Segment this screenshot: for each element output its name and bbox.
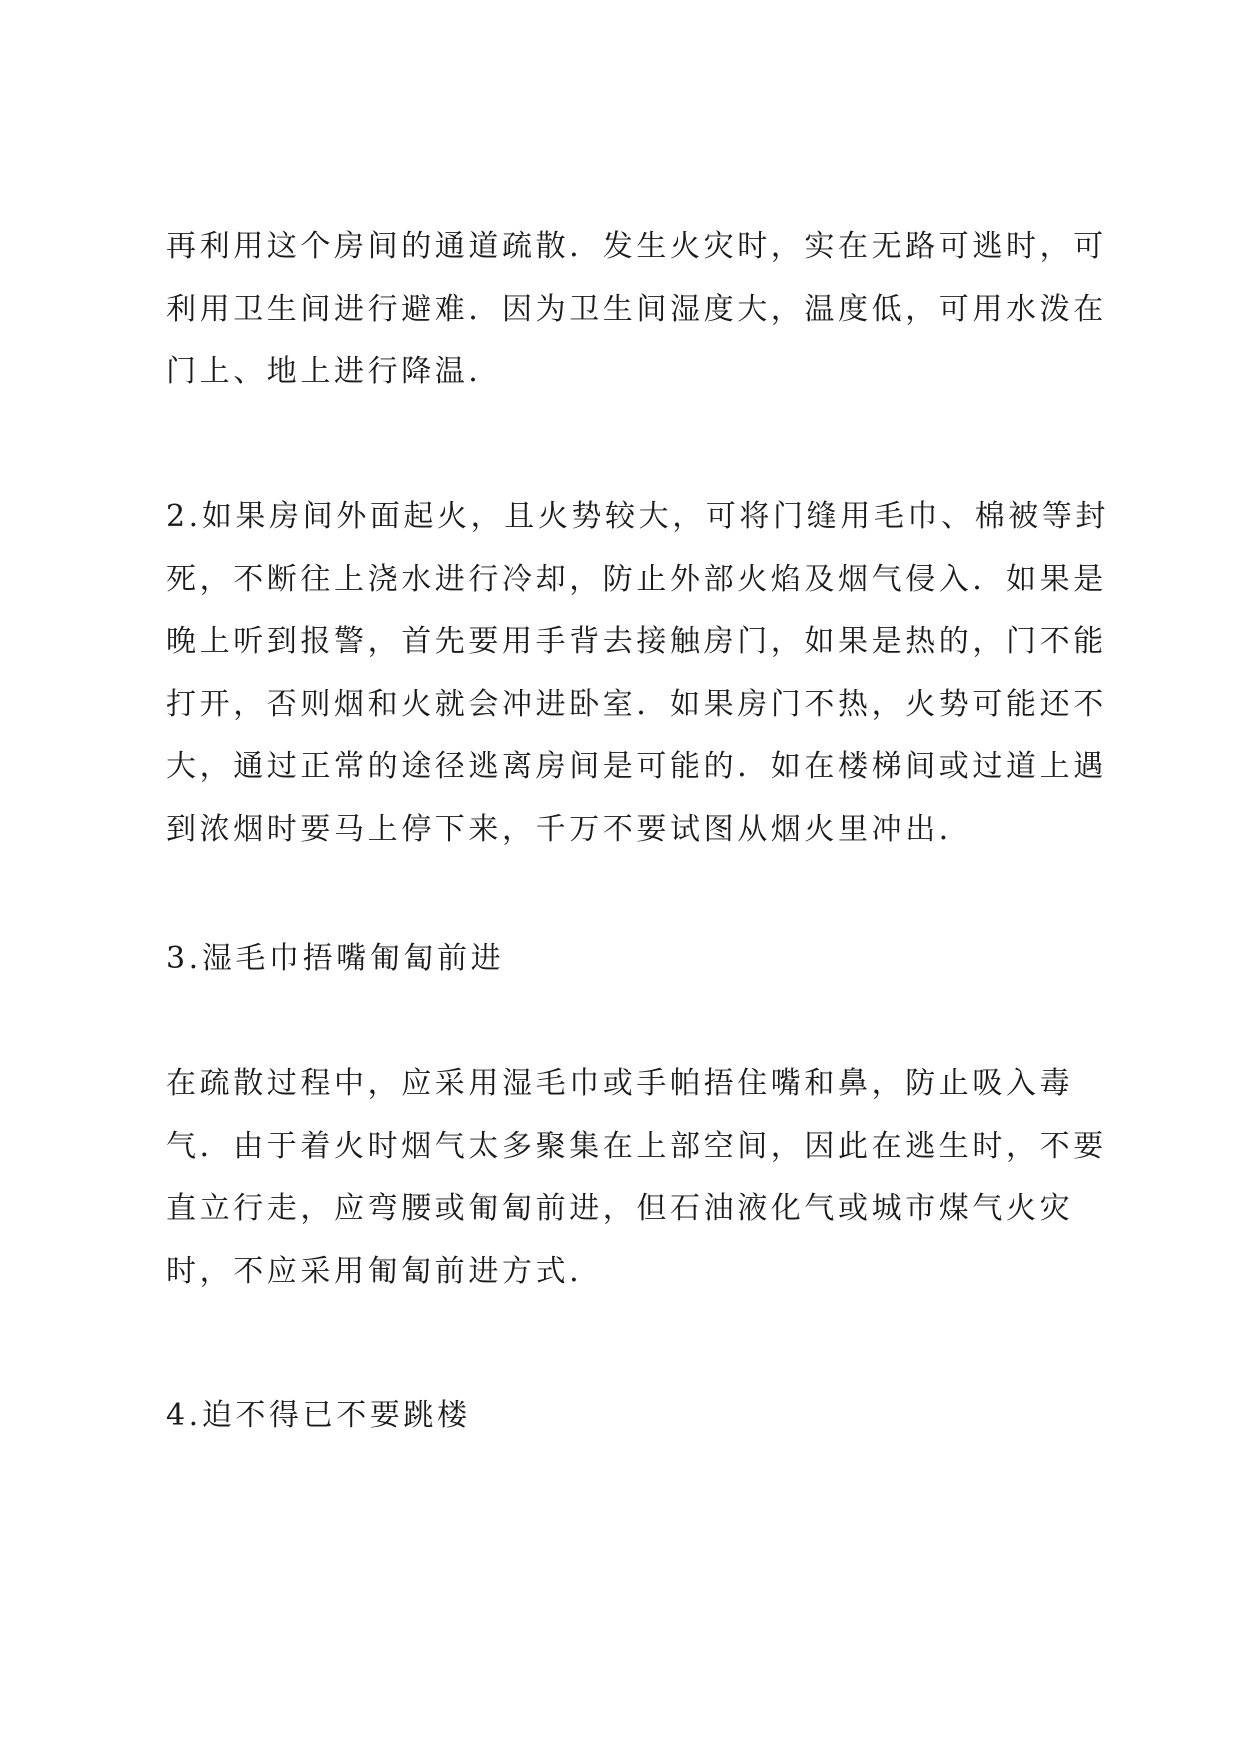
text-line: 气．由于着火时烟气太多聚集在上部空间，因此在逃生时，不要 xyxy=(166,1128,1107,1164)
paragraph-outside-fire xyxy=(166,486,1110,861)
heading-line: 3.湿毛巾捂嘴匍匐前进 xyxy=(166,941,505,976)
heading-line: 4.迫不得已不要跳楼 xyxy=(166,1398,471,1433)
paragraph-crawl-forward xyxy=(166,1053,1107,1303)
text-line: 到浓烟时要马上停下来，千万不要试图从烟火里冲出． xyxy=(166,811,973,847)
text-line: 门上、地上进行降温． xyxy=(166,354,502,389)
text-line: 在疏散过程中，应采用湿毛巾或手帕捂住嘴和鼻，防止吸入毒 xyxy=(166,1066,1074,1101)
text-line: 2.如果房间外面起火，且火势较大，可将门缝用毛巾、棉被等封 xyxy=(166,499,1110,534)
paragraph-bathroom-refuge xyxy=(166,216,1107,404)
section-heading-no-jumping xyxy=(166,1385,1100,1448)
text-line: 时，不应采用匍匐前进方式． xyxy=(166,1253,603,1289)
text-line: 大，通过正常的途径逃离房间是可能的．如在楼梯间或过道上遇 xyxy=(166,749,1107,784)
text-line: 死，不断往上浇水进行冷却，防止外部火焰及烟气侵入．如果是 xyxy=(166,561,1107,597)
text-line: 利用卫生间进行避难．因为卫生间湿度大，温度低，可用水泼在 xyxy=(166,291,1107,327)
section-heading-wet-towel xyxy=(166,928,1100,991)
text-line: 直立行走，应弯腰或匍匐前进，但石油液化气或城市煤气火灾 xyxy=(166,1191,1074,1226)
text-line: 再利用这个房间的通道疏散．发生火灾时，实在无路可逃时，可 xyxy=(166,229,1107,264)
text-line: 打开，否则烟和火就会冲进卧室．如果房门不热，火势可能还不 xyxy=(166,686,1107,722)
text-line: 晚上听到报警，首先要用手背去接触房门，如果是热的，门不能 xyxy=(166,624,1107,659)
